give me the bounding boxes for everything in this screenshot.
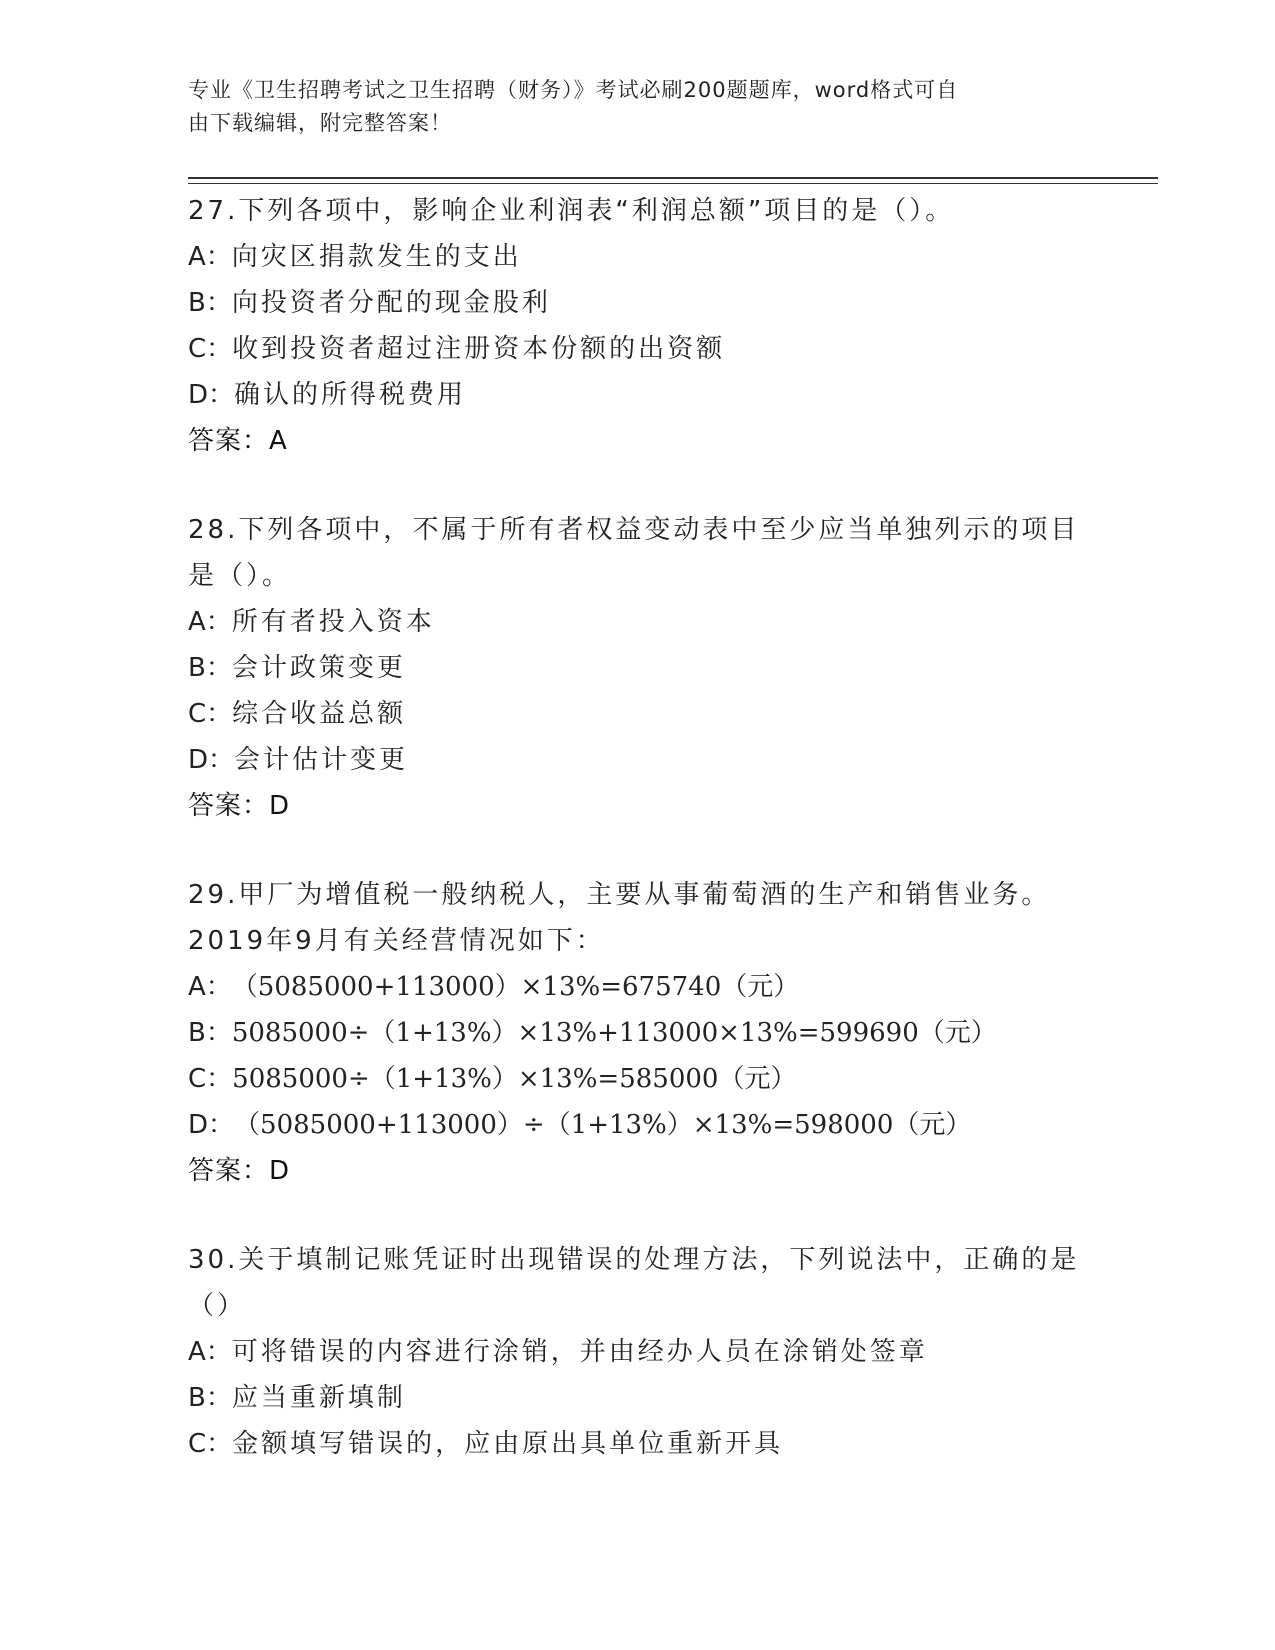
option-text: 会计政策变更 — [231, 653, 406, 683]
option-text: 向投资者分配的现金股利 — [231, 288, 551, 318]
option-a — [188, 234, 1088, 280]
question-spacer — [188, 1194, 1088, 1237]
question-stem-line-2: 是（）。 — [188, 561, 292, 591]
option-label: D： — [188, 745, 235, 775]
header-line-2: 由下载编辑，附完整答案！ — [188, 111, 452, 135]
option-text: 会计估计变更 — [234, 745, 409, 775]
option-label: A： — [188, 242, 232, 272]
option-d — [188, 372, 1088, 418]
answer-line: 答案：D — [188, 1156, 291, 1186]
option-d — [188, 737, 1088, 783]
header-line-1: 专业《卫生招聘考试之卫生招聘（财务）》考试必刷200题题库，word格式可自 — [188, 78, 959, 102]
option-text: 可将错误的内容进行涂销，并由经办人员在涂销处签章 — [231, 1337, 928, 1367]
option-text: 综合收益总额 — [232, 699, 407, 729]
option-d — [188, 1102, 1088, 1148]
option-label: A： — [188, 607, 232, 637]
document-header-note — [188, 74, 1068, 140]
option-label: B： — [188, 653, 232, 683]
header-divider-thin — [188, 183, 1158, 184]
option-label: C： — [188, 1429, 233, 1459]
option-a — [188, 1329, 1088, 1375]
option-text: 金额填写错误的，应由原出具单位重新开具 — [232, 1429, 784, 1459]
option-text: 所有者投入资本 — [231, 607, 435, 637]
option-label: D： — [188, 1110, 235, 1140]
option-b — [188, 1010, 1088, 1056]
option-label: B： — [188, 1383, 232, 1413]
option-text: 应当重新填制 — [231, 1383, 406, 1413]
question-spacer — [188, 829, 1088, 872]
option-b — [188, 645, 1088, 691]
question-stem: 27.下列各项中，影响企业利润表“利润总额”项目的是（）。 — [188, 196, 955, 226]
option-label: D： — [188, 380, 235, 410]
option-b — [188, 280, 1088, 326]
option-b — [188, 1375, 1088, 1421]
option-label: C： — [188, 334, 233, 364]
option-text: 5085000÷（1+13%）×13%+113000×13%=599690（元） — [231, 1018, 997, 1048]
question-28 — [188, 507, 1088, 829]
option-a — [188, 964, 1088, 1010]
option-a — [188, 599, 1088, 645]
option-c — [188, 326, 1088, 372]
option-label: A： — [188, 972, 232, 1002]
answer-line: 答案：A — [188, 426, 288, 456]
option-label: C： — [188, 699, 233, 729]
question-stem-line-1: 30.关于填制记账凭证时出现错误的处理方法，下列说法中，正确的是 — [188, 1245, 1080, 1275]
question-list — [188, 188, 1088, 1467]
question-stem-line-2: （） — [188, 1291, 247, 1321]
option-text: 5085000÷（1+13%）×13%=585000（元） — [232, 1064, 797, 1094]
question-stem-line-2: 2019年9月有关经营情况如下： — [188, 926, 605, 956]
option-text: （5085000+113000）×13%=675740（元） — [231, 972, 800, 1002]
question-30 — [188, 1237, 1088, 1467]
option-c — [188, 691, 1088, 737]
option-c — [188, 1421, 1088, 1467]
question-29 — [188, 872, 1088, 1194]
option-text: （5085000+113000）÷（1+13%）×13%=598000（元） — [234, 1110, 972, 1140]
option-text: 确认的所得税费用 — [234, 380, 467, 410]
question-spacer — [188, 464, 1088, 507]
question-stem-line-1: 29.甲厂为增值税一般纳税人，主要从事葡萄酒的生产和销售业务。 — [188, 880, 1051, 910]
option-text: 向灾区捐款发生的支出 — [231, 242, 522, 272]
option-label: B： — [188, 288, 232, 318]
option-c — [188, 1056, 1088, 1102]
question-27 — [188, 188, 1088, 464]
answer-line: 答案：D — [188, 791, 291, 821]
header-divider-thick — [188, 177, 1158, 179]
option-text: 收到投资者超过注册资本份额的出资额 — [232, 334, 726, 364]
question-stem-line-1: 28.下列各项中，不属于所有者权益变动表中至少应当单独列示的项目 — [188, 515, 1080, 545]
option-label: C： — [188, 1064, 233, 1094]
option-label: A： — [188, 1337, 232, 1367]
option-label: B： — [188, 1018, 232, 1048]
